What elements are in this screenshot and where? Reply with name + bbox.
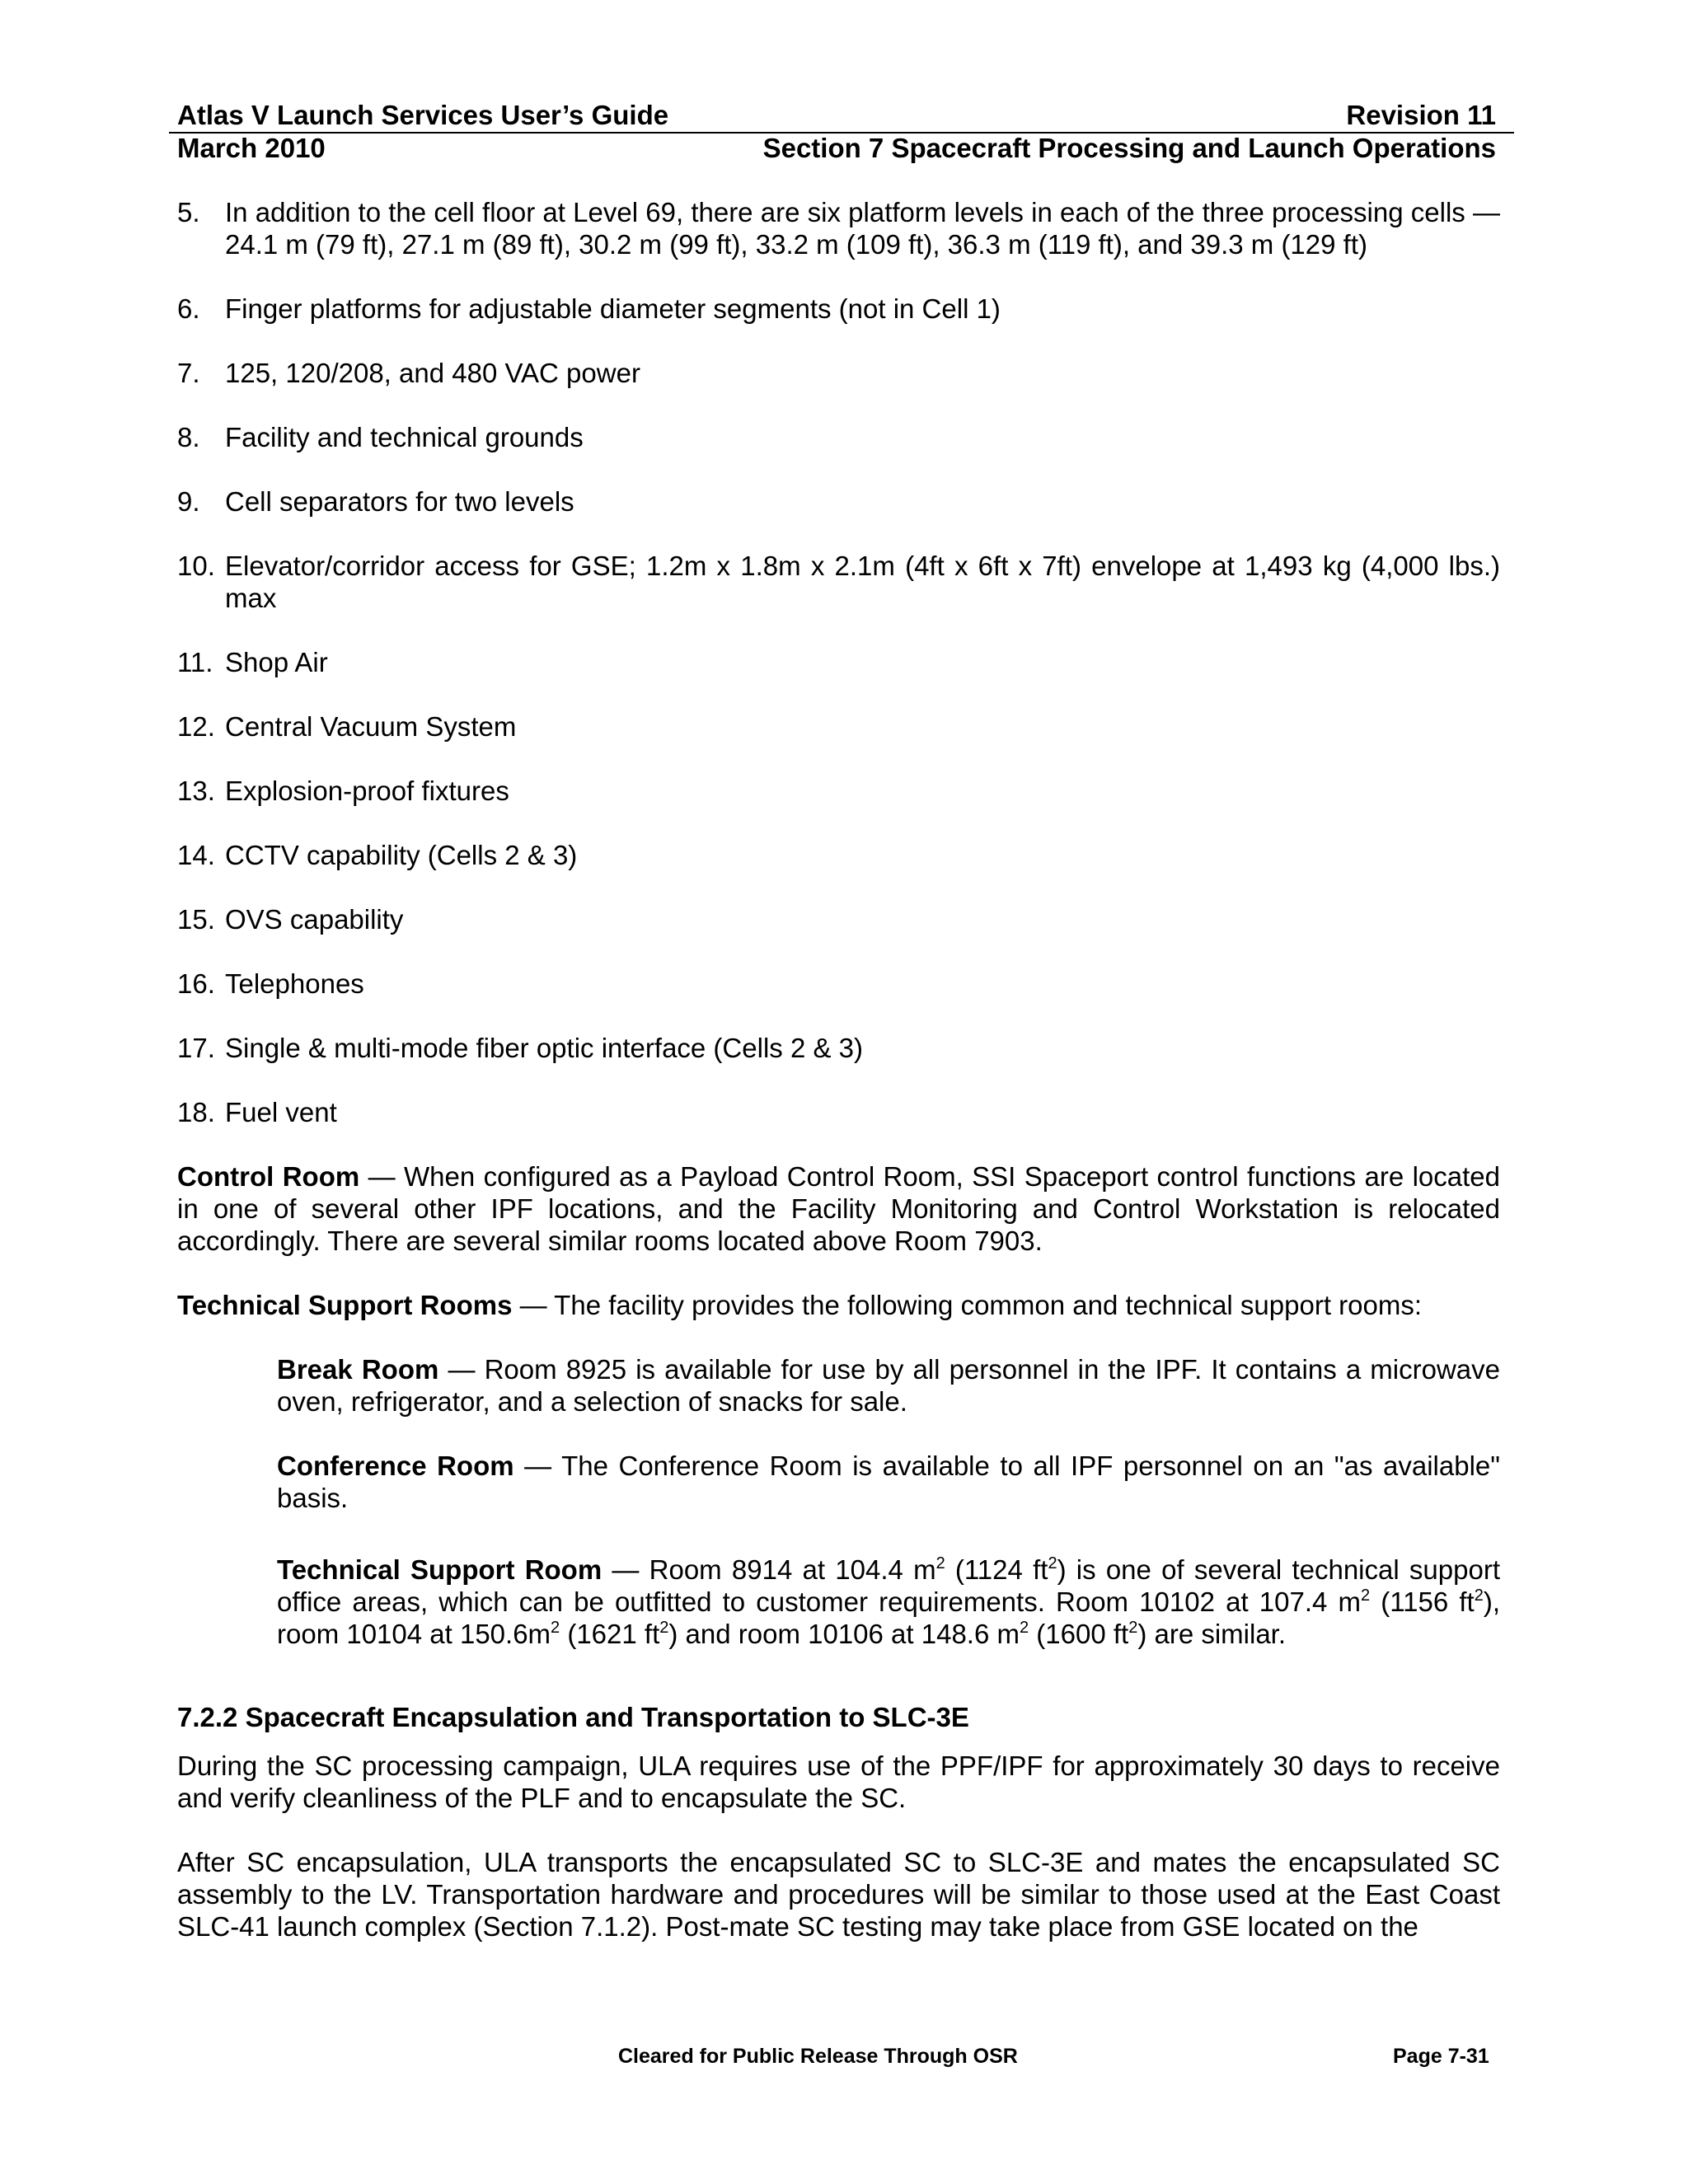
- tech-support-rooms-paragraph: [177, 1289, 1500, 1321]
- conference-room-paragraph: [277, 1450, 1500, 1514]
- list-item: [177, 485, 1500, 518]
- superscript: 2: [1048, 1554, 1057, 1572]
- list-text: Telephones: [225, 968, 364, 999]
- superscript: 2: [1474, 1586, 1484, 1605]
- tech-support-room-label: Technical Support Room: [277, 1554, 603, 1585]
- section-title: Section 7 Spacecraft Processing and Launch Operations: [762, 133, 1496, 163]
- list-number: 16.: [177, 968, 215, 999]
- list-item: [177, 710, 1500, 743]
- list-item: [177, 903, 1500, 935]
- page-number: Page 7-31: [1393, 2045, 1489, 2068]
- list-item: [177, 550, 1500, 614]
- list-text: CCTV capability (Cells 2 & 3): [225, 840, 578, 870]
- document-date: March 2010: [177, 133, 326, 163]
- document-title: Atlas V Launch Services User’s Guide: [177, 100, 669, 130]
- list-item: [177, 775, 1500, 807]
- tech-support-rooms-label: Technical Support Rooms: [177, 1290, 513, 1320]
- list-text: Finger platforms for adjustable diameter segments (not in Cell 1): [225, 293, 1001, 324]
- list-item: [177, 421, 1500, 453]
- list-item: [177, 357, 1500, 389]
- list-item: [177, 646, 1500, 678]
- tsr-text-3: ) is one of several technical support office areas, which can be outfitted to customer requirements. Room 10102 at 107.4 m: [277, 1554, 1500, 1617]
- conference-room-text: — The Conference Room is available to all IPF personnel on an "as available" basis.: [277, 1451, 1500, 1513]
- break-room-label: Break Room: [277, 1354, 439, 1385]
- document-body: [177, 196, 1500, 1975]
- section-paragraph-2: After SC encapsulation, ULA transports the encapsulated SC to SLC-3E and mates the encapsulated SC assembly to the LV. Transportation hardware and procedures will be similar to those used at the East Coast SLC-41 launch complex (Section 7.1.2). Post-mate SC testing may take place from GSE located on the: [177, 1847, 1500, 1942]
- list-item: [177, 293, 1500, 325]
- revision-label: Revision 11: [1346, 100, 1496, 130]
- tsr-text-4: (1156 ft: [1370, 1586, 1475, 1617]
- superscript: 2: [1019, 1619, 1029, 1637]
- superscript: 2: [1128, 1619, 1138, 1637]
- list-item: [177, 196, 1500, 260]
- list-number: 9.: [177, 486, 200, 517]
- list-text: Single & multi-mode fiber optic interface (Cells 2 & 3): [225, 1033, 863, 1063]
- superscript: 2: [551, 1619, 560, 1637]
- tsr-text-1: — Room 8914 at 104.4 m: [602, 1554, 936, 1585]
- list-number: 13.: [177, 776, 215, 806]
- list-text: Facility and technical grounds: [225, 422, 584, 452]
- list-text: Fuel vent: [225, 1097, 337, 1127]
- list-text: Explosion-proof fixtures: [225, 776, 509, 806]
- footer-release-notice: Cleared for Public Release Through OSR: [618, 2045, 1018, 2068]
- list-text: Shop Air: [225, 647, 328, 677]
- tech-support-rooms-text: — The facility provides the following common and technical support rooms:: [512, 1290, 1423, 1320]
- list-number: 12.: [177, 711, 215, 742]
- tsr-text-6: (1621 ft: [560, 1619, 660, 1649]
- tsr-text-2: (1124 ft: [945, 1554, 1048, 1585]
- list-number: 14.: [177, 840, 215, 870]
- control-room-label: Control Room: [177, 1161, 360, 1192]
- tsr-text-9: ) are similar.: [1137, 1619, 1287, 1649]
- tech-support-room-paragraph: [277, 1554, 1500, 1650]
- list-text: Elevator/corridor access for GSE; 1.2m x 1.8m x 2.1m (4ft x 6ft x 7ft) envelope at 1,493 kg (4,000 lbs.) max: [225, 551, 1500, 613]
- list-text: In addition to the cell floor at Level 69, there are six platform levels in each of the three processing cells — 24.1 m (79 ft), 27.1 m (89 ft), 30.2 m (99 ft), 33.2 m (109 ft), 36.3 m (119 ft), and 39.3 m (129 ft): [225, 197, 1500, 260]
- list-number: 6.: [177, 293, 200, 324]
- superscript: 2: [659, 1619, 669, 1637]
- list-item: [177, 968, 1500, 1000]
- list-item: [177, 839, 1500, 871]
- control-room-text: — When configured as a Payload Control Room, SSI Spaceport control functions are located in one of several other IPF locations, and the Facility Monitoring and Control Workstation is relocated accordingly. There are several similar rooms located above Room 7903.: [177, 1161, 1500, 1256]
- superscript: 2: [935, 1554, 945, 1572]
- list-text: 125, 120/208, and 480 VAC power: [225, 358, 640, 388]
- list-text: OVS capability: [225, 904, 404, 935]
- list-text: Cell separators for two levels: [225, 486, 574, 517]
- tsr-text-7: ) and room 10106 at 148.6 m: [668, 1619, 1020, 1649]
- list-number: 10.: [177, 551, 215, 581]
- superscript: 2: [1360, 1586, 1371, 1605]
- list-number: 18.: [177, 1097, 215, 1127]
- section-paragraph-1: During the SC processing campaign, ULA requires use of the PPF/IPF for approximately 30 days to receive and verify cleanliness of the PLF and to encapsulate the SC.: [177, 1750, 1500, 1813]
- list-number: 11.: [177, 647, 213, 677]
- list-number: 15.: [177, 904, 215, 935]
- section-heading: 7.2.2 Spacecraft Encapsulation and Transportation to SLC-3E: [177, 1702, 969, 1732]
- list-number: 5.: [177, 197, 200, 227]
- tsr-text-8: (1600 ft: [1029, 1619, 1129, 1649]
- list-number: 8.: [177, 422, 200, 452]
- break-room-paragraph: [277, 1353, 1500, 1418]
- conference-room-label: Conference Room: [277, 1451, 514, 1481]
- list-item: [177, 1096, 1500, 1128]
- list-number: 17.: [177, 1033, 215, 1063]
- list-text: Central Vacuum System: [225, 711, 517, 742]
- tsr-text-5: ), room 10104 at 150.6m: [277, 1586, 1500, 1649]
- control-room-paragraph: [177, 1160, 1500, 1257]
- list-number: 7.: [177, 358, 200, 388]
- list-item: [177, 1032, 1500, 1064]
- break-room-text: — Room 8925 is available for use by all personnel in the IPF. It contains a microwave oven, refrigerator, and a selection of snacks for sale.: [277, 1354, 1500, 1417]
